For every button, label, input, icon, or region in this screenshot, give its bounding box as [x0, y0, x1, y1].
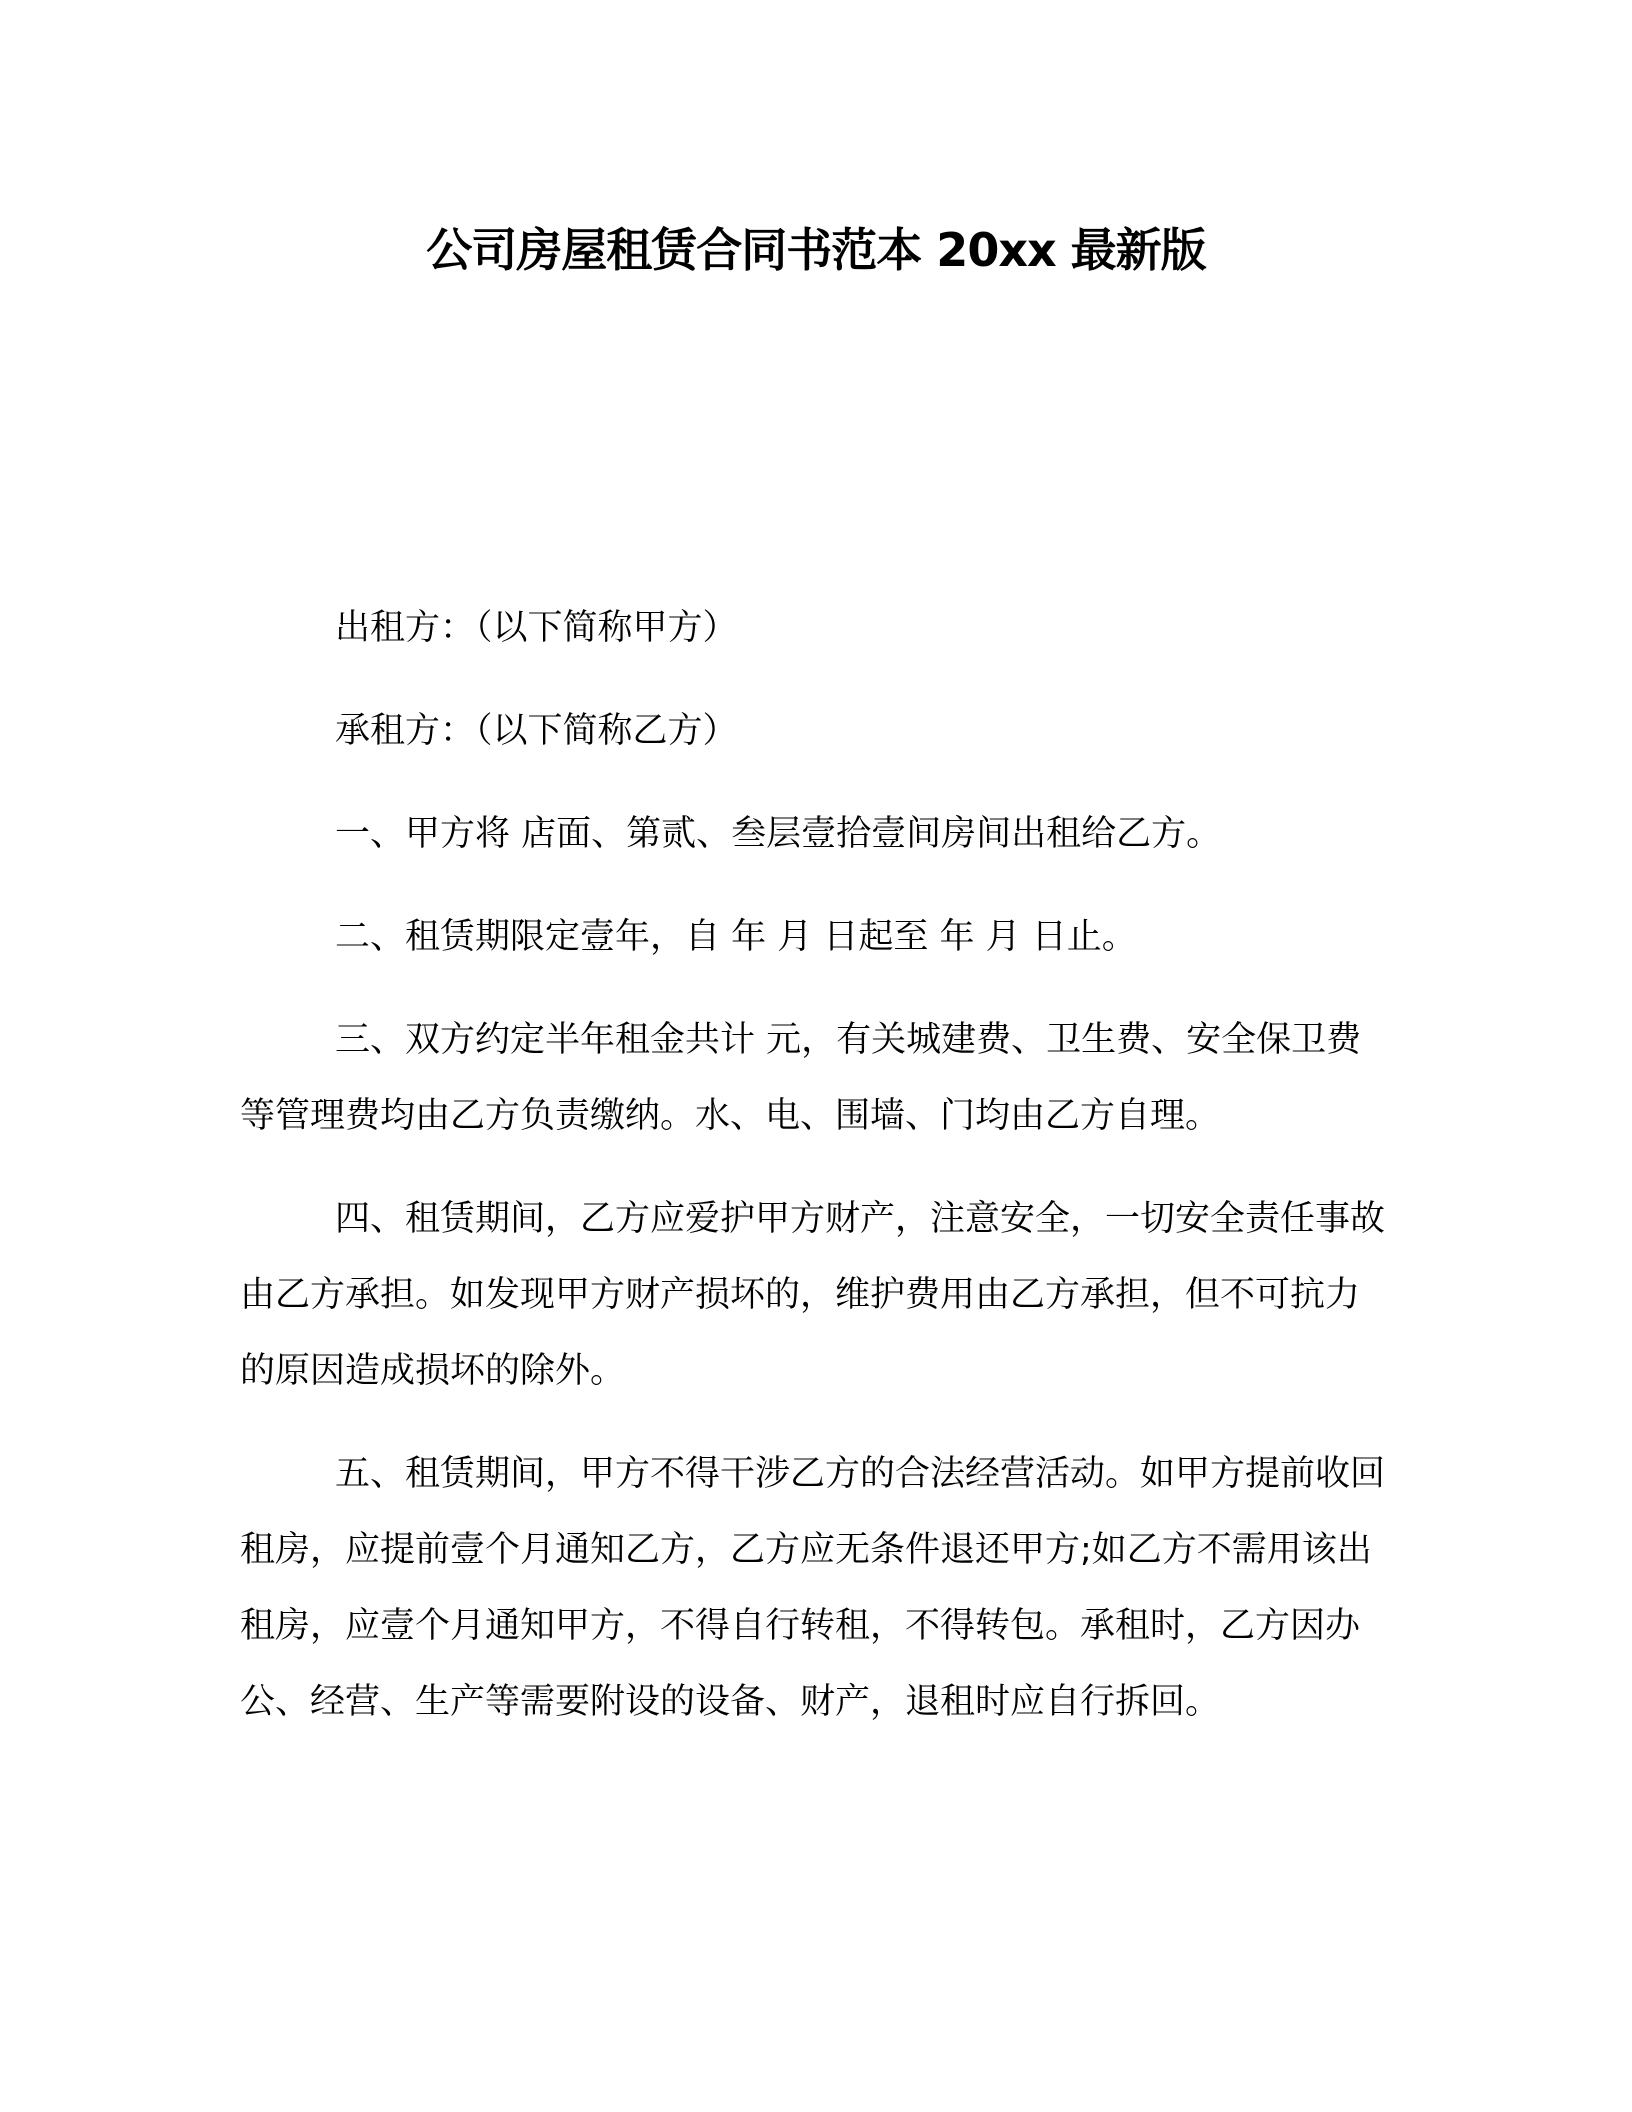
paragraph-clause-2: 二、租赁期限定壹年，自 年 月 日起至 年 月 日止。	[335, 917, 1137, 957]
paragraph-clause-1: 一、甲方将 店面、第贰、叁层壹拾壹间房间出租给乙方。	[335, 814, 1222, 854]
paragraph-clause-4: 四、租赁期间，乙方应爱护甲方财产，注意安全，一切安全责任事故由乙方承担。如发现甲方财产损坏的，维护费用由乙方承担，但不可抗力的原因造成损坏的除外。	[240, 1199, 1386, 1391]
document-title: 公司房屋租赁合同书范本 20xx 最新版	[426, 223, 1206, 277]
paragraph-clause-5: 五、租赁期间，甲方不得干涉乙方的合法经营活动。如甲方提前收回租房，应提前壹个月通知乙方，乙方应无条件退还甲方;如乙方不需用该出租房，应壹个月通知甲方，不得自行转租，不得转包。承租时，乙方因办公、经营、生产等需要附设的设备、财产，退租时应自行拆回。	[240, 1454, 1386, 1722]
document-body	[240, 590, 1392, 1767]
paragraph-lessor: 出租方：（以下简称甲方）	[335, 608, 738, 648]
paragraph-clause-3: 三、双方约定半年租金共计 元，有关城建费、卫生费、安全保卫费等管理费均由乙方负责缴纳。水、电、围墙、门均由乙方自理。	[240, 1020, 1362, 1136]
paragraph-lessee: 承租方：（以下简称乙方）	[335, 711, 738, 751]
